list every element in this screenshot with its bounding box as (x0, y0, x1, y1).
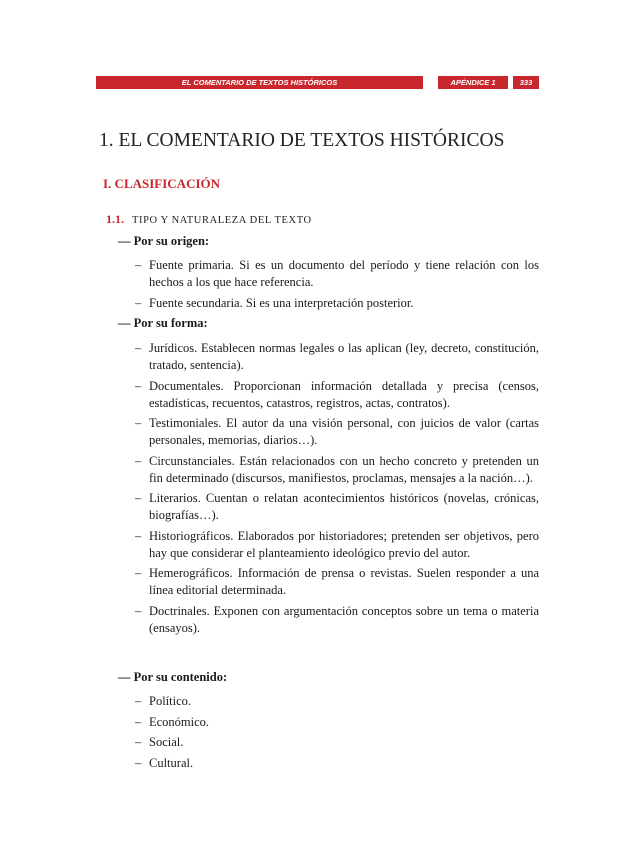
group-heading-origin: — Por su origen: (118, 234, 210, 248)
list-item: – Fuente secundaria. Si es una interpretación posterior. (135, 295, 539, 312)
list-item: – Hemerográficos. Información de prensa o revistas. Suelen responder a una línea editorial determinada. (135, 565, 539, 599)
list-item: – Fuente primaria. Si es un documento del período y tiene relación con los hechos a los que hace referencia. (135, 257, 539, 291)
subsection-title: TIPO Y NATURALEZA DEL TEXTO (132, 215, 312, 226)
list-item: – Testimoniales. El autor da una visión personal, con juicios de valor (cartas personales, memorias, diarios…). (135, 415, 539, 449)
list-item: – Económico. (135, 714, 539, 731)
list-item: – Circunstanciales. Están relacionados con un hecho concreto y pretenden un fin determinado (discursos, manifiestos, proclamas, mensajes a la nación…). (135, 453, 539, 487)
chapter-title: 1. EL COMENTARIO DE TEXTOS HISTÓRICOS (99, 130, 505, 151)
list-item: – Documentales. Proporcionan información detallada y precisa (censos, estadísticas, recuentos, catastros, registros, actas, contratos). (135, 378, 539, 412)
list-item: – Cultural. (135, 755, 539, 772)
group-heading-form: — Por su forma: (118, 316, 208, 330)
form-list (135, 340, 539, 640)
list-item: – Historiográficos. Elaborados por historiadores; pretenden ser objetivos, pero hay que considerar el planteamiento ideológico previo del autor. (135, 528, 539, 562)
running-header-appendix: APÉNDICE 1 (438, 76, 508, 89)
group-heading-content: — Por su contenido: (118, 670, 228, 684)
subsection-heading (106, 210, 312, 228)
subsection-number: 1.1. (106, 212, 124, 226)
content-list (135, 693, 539, 775)
origin-list (135, 257, 539, 315)
list-item: – Social. (135, 734, 539, 751)
list-item: – Doctrinales. Exponen con argumentación conceptos sobre un tema o materia (ensayos). (135, 603, 539, 637)
list-item: – Literarios. Cuentan o relatan acontecimientos históricos (novelas, crónicas, biografías…). (135, 490, 539, 524)
list-item: – Jurídicos. Establecen normas legales o las aplican (ley, decreto, constitución, tratado, sentencia). (135, 340, 539, 374)
list-item: – Político. (135, 693, 539, 710)
section-heading: I. CLASIFICACIÓN (103, 176, 221, 191)
running-header-title: EL COMENTARIO DE TEXTOS HISTÓRICOS (96, 76, 423, 89)
page-number: 333 (513, 76, 539, 89)
